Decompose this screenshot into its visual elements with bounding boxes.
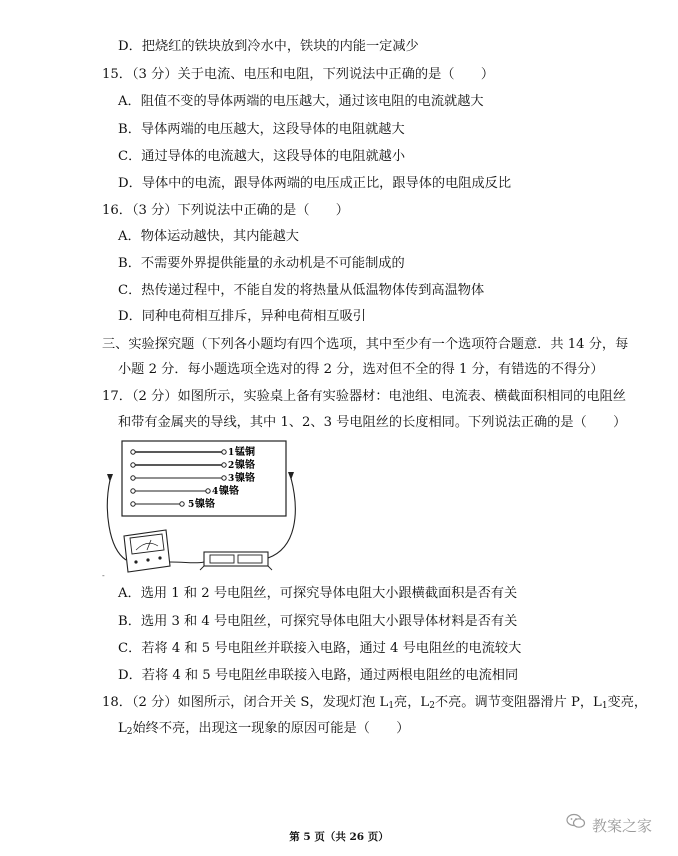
wire-1-label: 1 bbox=[228, 448, 235, 458]
wechat-icon bbox=[566, 813, 586, 829]
wire-1-left-terminal bbox=[131, 450, 135, 454]
q16-option-a: A．物体运动越快，其内能越大 bbox=[118, 229, 299, 244]
question-15: 15．（3 分）关于电流、电压和电阻，下列说法中正确的是（ ） bbox=[102, 67, 495, 82]
q16-option-c: C．热传递过程中，不能自发的将热量从低温物体传到高温物体 bbox=[118, 283, 485, 298]
figure-mark: - bbox=[102, 571, 105, 580]
resistance-wire-apparatus-figure bbox=[96, 438, 306, 580]
wire-3-right-terminal bbox=[222, 476, 226, 480]
q17-option-c: C．若将 4 和 5 号电阻丝并联接入电路，通过 4 号电阻丝的电流较大 bbox=[118, 641, 522, 656]
wire-1-material: 锰铜 bbox=[235, 447, 255, 458]
wire-4-label: 4 bbox=[212, 487, 219, 497]
q17-option-b: B．选用 3 和 4 号电阻丝，可探究导体电阻大小跟导体材料是否有关 bbox=[118, 614, 518, 629]
wire-5-material: 镍铬 bbox=[195, 499, 215, 510]
question-17: 17．（2 分）如图所示，实验桌上备有实验器材：电池组、电流表、横截面积相同的电阻丝 bbox=[102, 389, 626, 404]
left-lead-wire bbox=[107, 480, 126, 560]
q15-option-a: A．阻值不变的导体两端的电压越大，通过该电阻的电流就越大 bbox=[118, 94, 484, 109]
wire-5-label: 5 bbox=[188, 500, 195, 510]
wire-2-material: 镍铬 bbox=[235, 460, 255, 471]
q14-option-d: D．把烧红的铁块放到冷水中，铁块的内能一定减少 bbox=[118, 39, 419, 54]
wire-1-right-terminal bbox=[222, 450, 226, 454]
wire-3-label: 3 bbox=[228, 474, 235, 484]
wire-4-left-terminal bbox=[131, 489, 135, 493]
question-16: 16．（3 分）下列说法中正确的是（ ） bbox=[102, 203, 349, 218]
q17-option-a: A．选用 1 和 2 号电阻丝，可探究导体电阻大小跟横截面积是否有关 bbox=[118, 586, 518, 601]
wire-2-right-terminal bbox=[222, 463, 226, 467]
page-footer: 第 5 页（共 26 页） bbox=[289, 831, 389, 843]
question-18: 18．（2 分）如图所示，闭合开关 S，发现灯泡 $L_1$亮，$L_2$不亮。调节变阻器滑片 P，$L_1$变亮， bbox=[102, 695, 648, 711]
wire-5-left-terminal bbox=[131, 502, 135, 506]
wire-3-material: 镍铬 bbox=[235, 473, 255, 484]
wire-3-left-terminal bbox=[131, 476, 135, 480]
q17-option-d: D．若将 4 和 5 号电阻丝串联接入电路，通过两根电阻丝的电流相同 bbox=[118, 668, 519, 683]
q15-option-b: B．导体两端的电压越大，这段导体的电阻就越大 bbox=[118, 122, 405, 137]
q15-option-d: D．导体中的电流，跟导体两端的电压成正比，跟导体的电阻成反比 bbox=[118, 176, 512, 191]
wire-2-left-terminal bbox=[131, 463, 135, 467]
connecting-wire bbox=[170, 562, 204, 563]
wire-4-material: 镍铬 bbox=[219, 486, 239, 497]
watermark-text: 教案之家 bbox=[592, 817, 653, 835]
section-3-heading-cont: 小题 2 分．每小题选项全选对的得 2 分，选对但不全的得 1 分，有错选的不得分） bbox=[118, 362, 604, 377]
question-18-cont: $L_2$始终不亮，出现这一现象的原因可能是（ ） bbox=[118, 721, 410, 737]
right-lead-wire bbox=[268, 478, 295, 558]
left-clip-icon bbox=[107, 474, 113, 482]
battery-pack-icon bbox=[200, 552, 272, 570]
wire-2-label: 2 bbox=[228, 461, 235, 471]
q16-option-d: D．同种电荷相互排斥，异种电荷相互吸引 bbox=[118, 309, 366, 324]
wire-5-right-terminal bbox=[180, 502, 184, 506]
section-3-heading: 三、实验探究题（下列各小题均有四个选项，其中至少有一个选项符合题意．共 14 分，每 bbox=[102, 337, 629, 352]
q16-option-b: B．不需要外界提供能量的永动机是不可能制成的 bbox=[118, 256, 405, 271]
right-clip-icon bbox=[288, 472, 294, 480]
q15-option-c: C．通过导体的电流越大，这段导体的电阻就越小 bbox=[118, 149, 406, 164]
question-17-cont: 和带有金属夹的导线，其中 1、2、3 号电阻丝的长度相同。下列说法正确的是（ ） bbox=[118, 415, 627, 430]
wire-4-right-terminal bbox=[206, 489, 210, 493]
ammeter-icon bbox=[124, 530, 170, 572]
